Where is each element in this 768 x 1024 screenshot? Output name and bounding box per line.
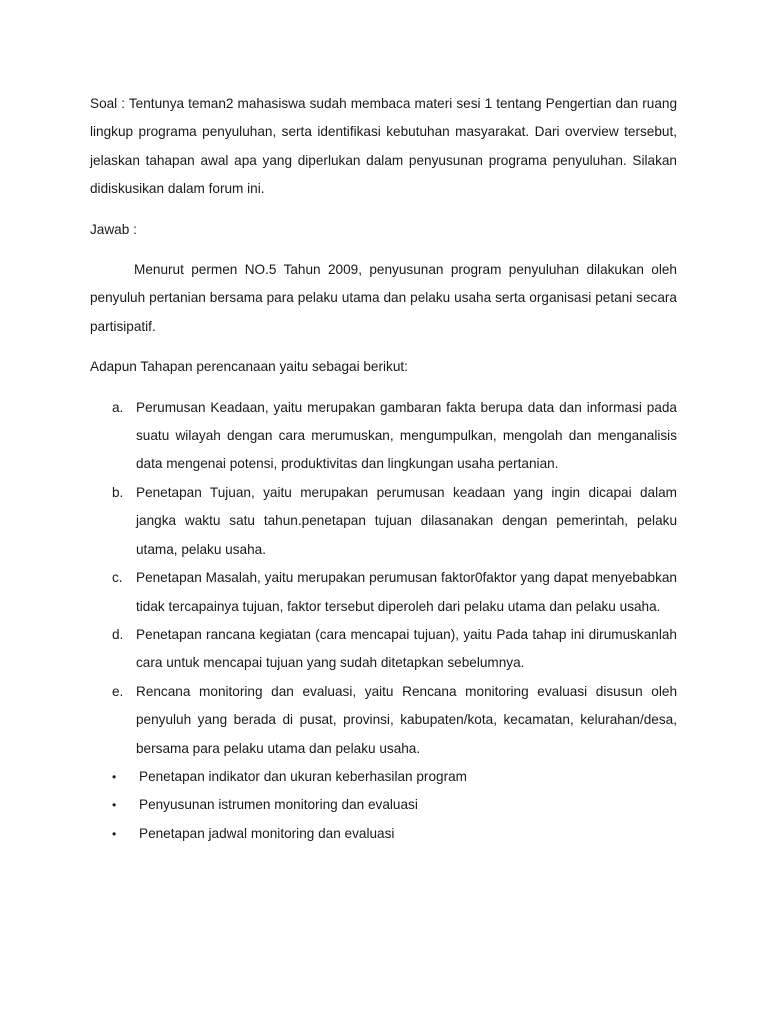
bullet-icon: •: [112, 769, 117, 784]
step-item-a: [90, 394, 677, 479]
bullet-item: [90, 820, 677, 848]
step-marker: e.: [112, 683, 124, 699]
step-item-b: [90, 479, 677, 564]
step-text: Penetapan rancana kegiatan (cara mencapai tujuan), yaitu Pada tahap ini dirumuskanlah cara untuk mencapai tujuan yang sudah ditetapkan sebelumnya.: [136, 626, 677, 671]
steps-list: [90, 394, 677, 763]
monitoring-bullet-list: [90, 763, 677, 848]
step-item-e: [90, 678, 677, 763]
bullet-text: Penyusunan istrumen monitoring dan evaluasi: [139, 797, 418, 813]
step-marker: d.: [112, 626, 124, 642]
document-page: [90, 90, 677, 848]
bullet-text: Penetapan jadwal monitoring dan evaluasi: [139, 825, 395, 841]
step-marker: a.: [112, 399, 124, 415]
question-paragraph: Soal : Tentunya teman2 mahasiswa sudah membaca materi sesi 1 tentang Pengertian dan ruang lingkup programa penyuluhan, serta identifikasi kebutuhan masyarakat. Dari overview tersebut, jelaskan tahapan awal apa yang diperlukan dalam penyusunan programa penyuluhan. Silakan didiskusikan dalam forum ini.: [90, 96, 677, 197]
bullet-text: Penetapan indikator dan ukuran keberhasilan program: [139, 768, 467, 784]
bullet-item: [90, 791, 677, 819]
step-text: Penetapan Tujuan, yaitu merupakan perumusan keadaan yang ingin dicapai dalam jangka waktu satu tahun.penetapan tujuan dilasanakan dengan pemerintah, pelaku utama, pelaku usaha.: [136, 484, 677, 557]
bullet-item: [90, 763, 677, 791]
intro-paragraph: Menurut permen NO.5 Tahun 2009, penyusunan program penyuluhan dilakukan oleh penyuluh pertanian bersama para pelaku utama dan pelaku usaha serta organisasi petani secara partisipatif.: [90, 262, 677, 334]
step-text: Penetapan Masalah, yaitu merupakan perumusan faktor0faktor yang dapat menyebabkan tidak tercapainya tujuan, faktor tersebut diperoleh dari pelaku utama dan pelaku usaha.: [136, 570, 677, 614]
answer-label: Jawab :: [90, 221, 137, 237]
step-text: Rencana monitoring dan evaluasi, yaitu Rencana monitoring evaluasi disusun oleh penyuluh yang berada di pusat, provinsi, kabupaten/kota, kecamatan, kelurahan/desa, bersama para pelaku utama dan pelaku usaha.: [136, 683, 677, 756]
bullet-icon: •: [112, 826, 117, 841]
step-marker: c.: [112, 570, 123, 586]
steps-heading: Adapun Tahapan perencanaan yaitu sebagai berikut:: [90, 359, 408, 375]
step-item-d: [90, 621, 677, 678]
step-marker: b.: [112, 484, 124, 500]
step-text: Perumusan Keadaan, yaitu merupakan gambaran fakta berupa data dan informasi pada suatu wilayah dengan cara merumuskan, mengumpulkan, mengolah dan menganalisis data mengenai potensi, produktivitas dan lingkungan usaha pertanian.: [136, 399, 677, 472]
bullet-icon: •: [112, 798, 117, 813]
step-item-c: [90, 564, 677, 621]
